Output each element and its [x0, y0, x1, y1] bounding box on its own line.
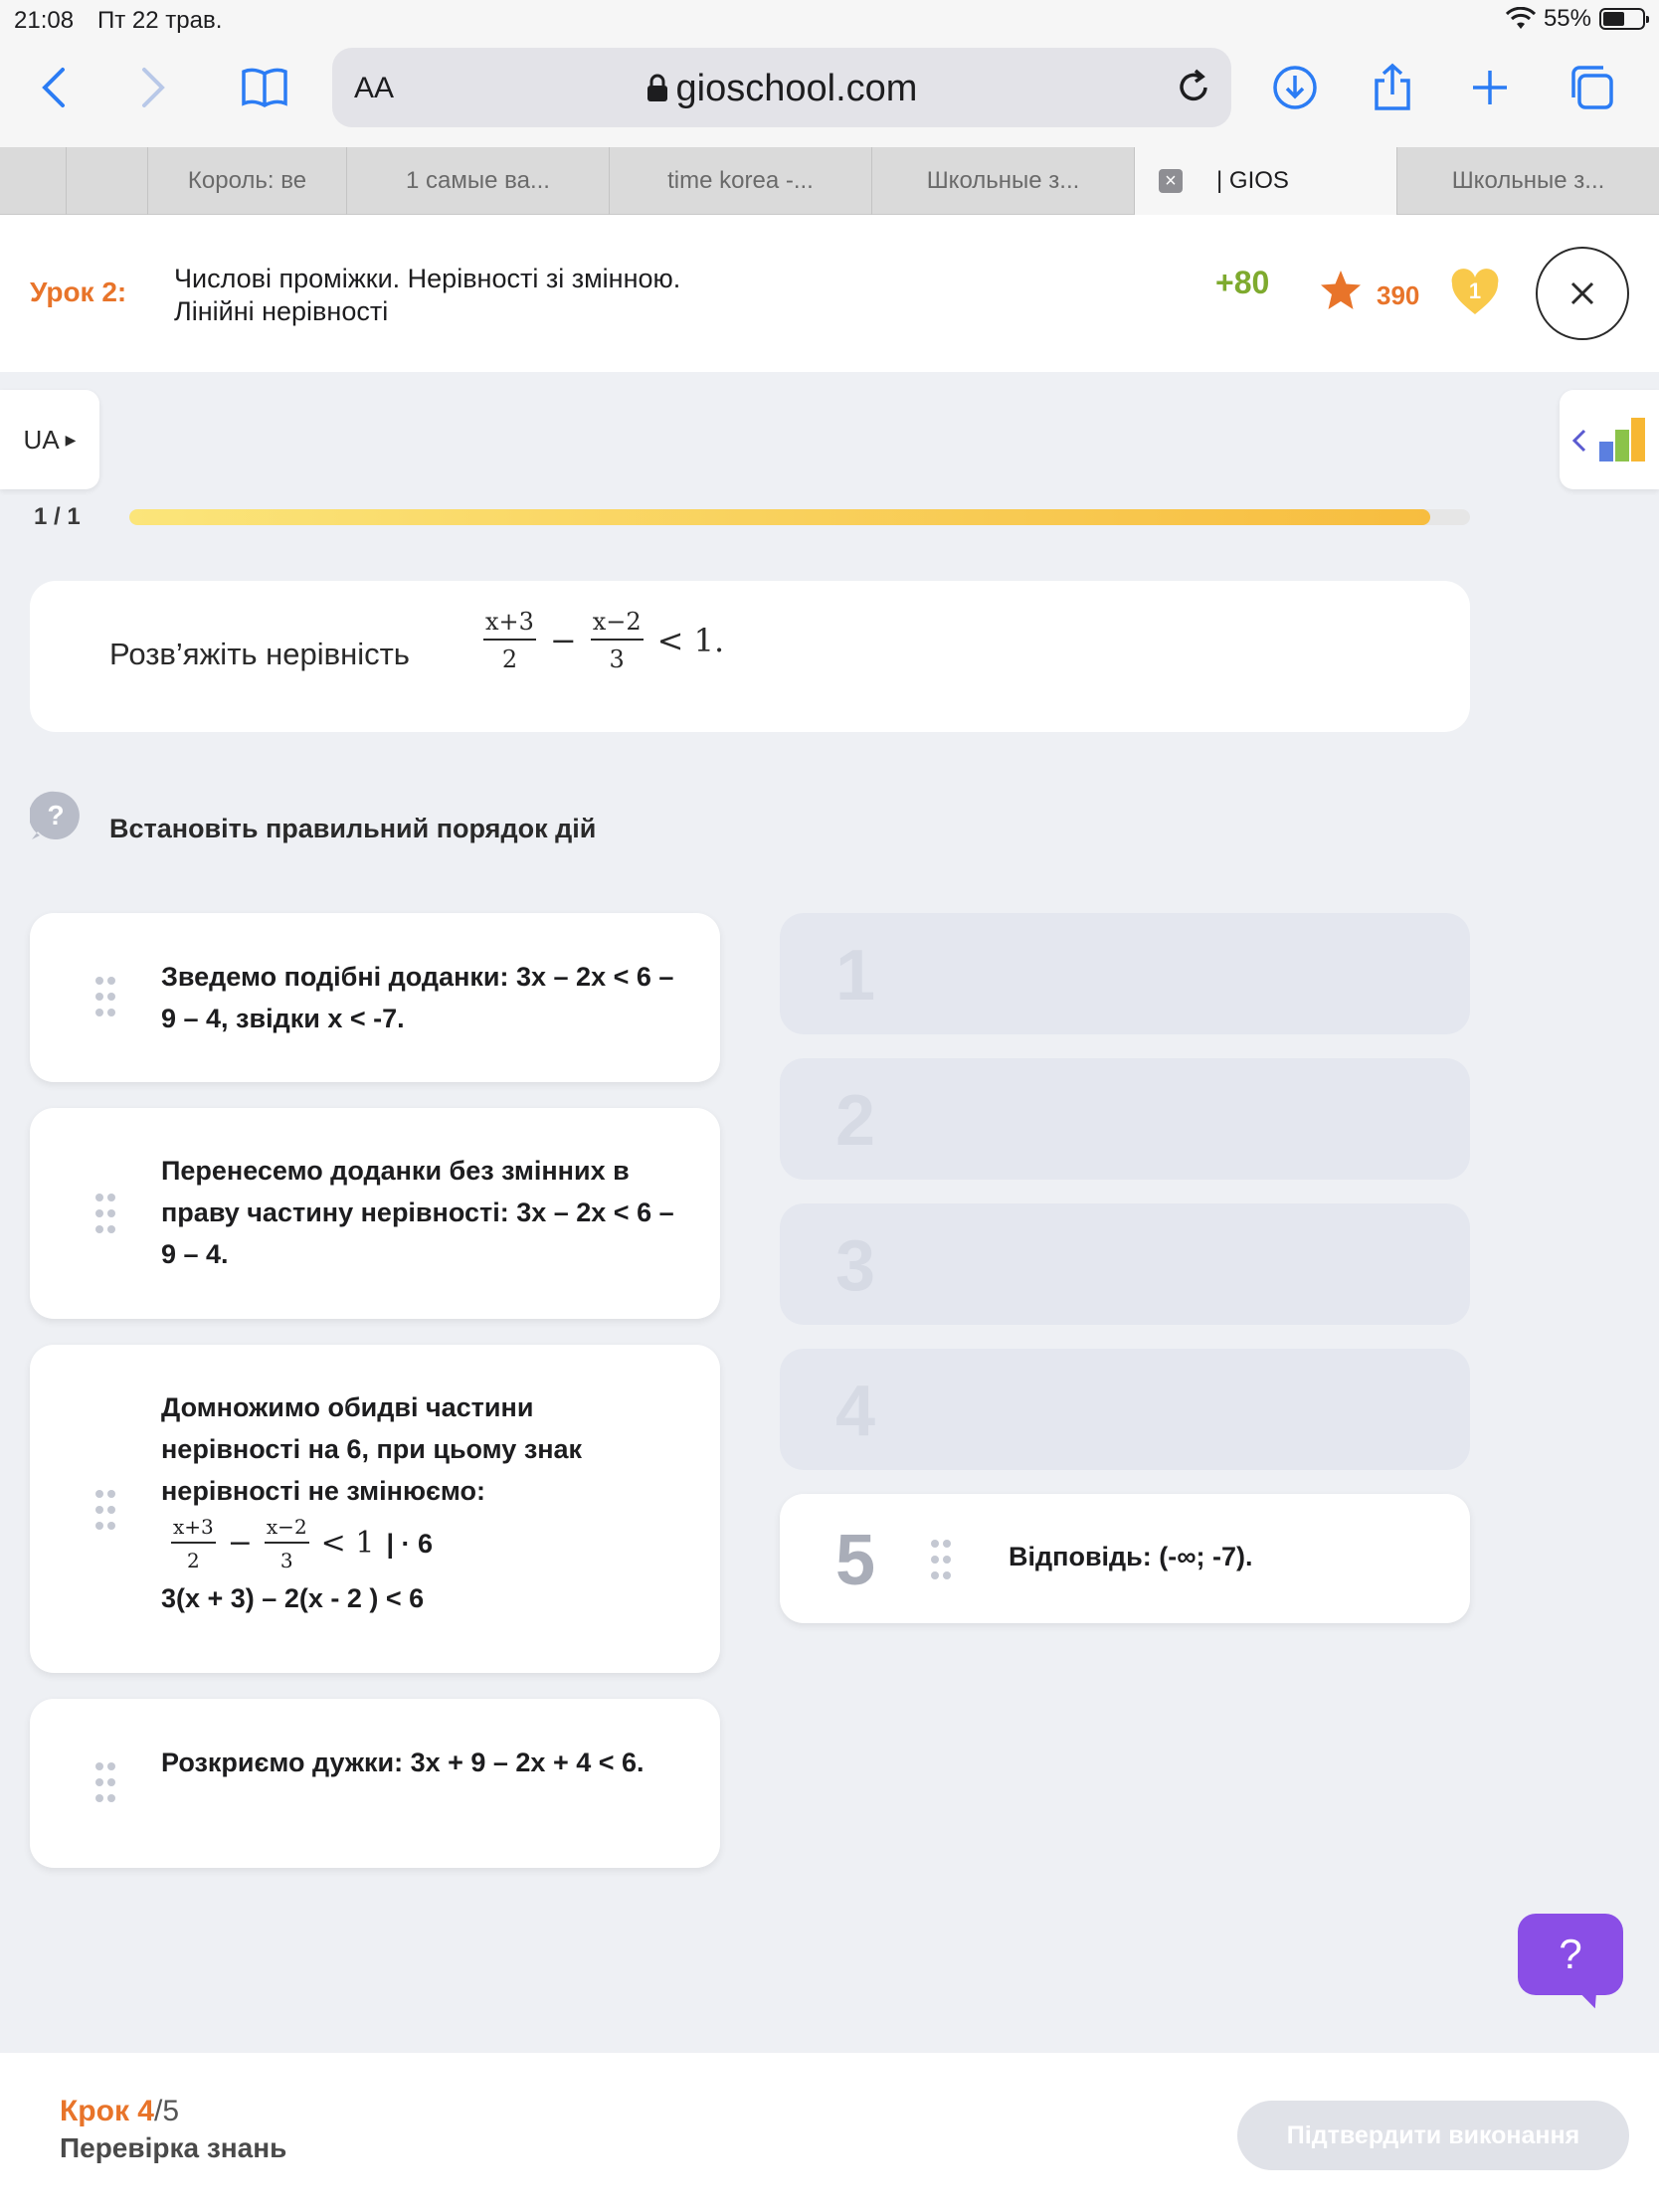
draggable-step-card[interactable]: [30, 1108, 720, 1319]
status-bar: [0, 0, 1659, 40]
drag-handle-icon[interactable]: [929, 1538, 953, 1581]
step-text: Перенесемо доданки без змінних в праву частину нерівності: 3х – 2х < 6 – 9 – 4.: [161, 1156, 674, 1269]
caret-right-icon: ▶: [65, 431, 77, 448]
tab-close-icon[interactable]: ×: [1159, 169, 1183, 193]
lesson-title: Числові проміжки. Нерівності зі змінною. Лінійні нерівності: [174, 264, 681, 326]
drag-handle-icon[interactable]: [93, 1192, 117, 1235]
progress-fill: [129, 509, 1430, 525]
battery-icon: [1599, 8, 1645, 30]
language-label: UA: [23, 424, 60, 455]
bookmarks-icon[interactable]: [235, 58, 294, 117]
tabs-overview-icon[interactable]: [1562, 58, 1621, 117]
bar-chart-icon: [1599, 418, 1649, 461]
footer: [0, 2053, 1659, 2212]
fraction: $\frac{x+3}{2}$: [173, 1515, 214, 1572]
help-chat-label: ?: [1559, 1931, 1582, 1977]
tab-item[interactable]: Школьные з...: [871, 147, 1134, 215]
slot-number: 1: [835, 936, 876, 1015]
hearts-count: 1: [1468, 278, 1482, 303]
slot-number: 4: [835, 1372, 876, 1451]
drag-handle-icon[interactable]: [93, 975, 117, 1018]
downloads-icon[interactable]: [1265, 58, 1325, 117]
drag-handle-icon[interactable]: [93, 1488, 117, 1532]
back-icon[interactable]: [24, 58, 84, 117]
new-tab-icon[interactable]: [1460, 58, 1520, 117]
step-name: Перевірка знань: [60, 2132, 287, 2163]
tab-item[interactable]: 1 самые ва...: [346, 147, 609, 215]
task-formula: $\frac{x+3}{2}$ − $\frac{x-2}{3}$ < 1.: [485, 608, 725, 674]
fraction: $\frac{x-2}{3}$: [266, 1515, 307, 1572]
reload-icon[interactable]: [1172, 66, 1215, 109]
step-formula: $\frac{x+3}{2}$ − $\frac{x-2}{3}$ < 1 | · 6: [173, 1515, 434, 1572]
wifi-icon: [1506, 7, 1536, 31]
progress-bar: [129, 509, 1470, 525]
drop-slot-2[interactable]: [780, 1058, 1470, 1180]
chevron-left-icon: [1571, 428, 1587, 454]
draggable-step-card[interactable]: [30, 1345, 720, 1673]
question-icon: [30, 790, 82, 841]
svg-text:?: ?: [47, 800, 65, 830]
lesson-header: [0, 215, 1659, 372]
fraction: $\frac{x-2}{3}$: [592, 608, 642, 674]
share-icon[interactable]: [1363, 58, 1422, 117]
drop-slot-3[interactable]: [780, 1203, 1470, 1325]
status-date: Пт 22 трав.: [97, 7, 223, 34]
slot-answer-text: Відповідь: (-∞; -7).: [1009, 1542, 1253, 1571]
address-bar[interactable]: [332, 48, 1231, 127]
lock-icon: [646, 73, 668, 102]
tab-blank[interactable]: [66, 147, 147, 215]
lesson-number: Урок 2:: [30, 276, 127, 307]
battery-percent: 55%: [1543, 5, 1591, 32]
step-text: Розкриємо дужки: 3х + 9 – 2х + 4 < 6.: [161, 1748, 645, 1777]
task-text: Розв’яжіть нерівність: [109, 637, 410, 671]
task-card: [30, 581, 1470, 732]
draggable-step-card[interactable]: [30, 913, 720, 1082]
step-content: [161, 1386, 678, 1619]
step-text: Зведемо подібні доданки: 3х – 2х < 6 – 9 – 4, звідки х < -7.: [161, 962, 674, 1033]
draggable-step-card[interactable]: [30, 1699, 720, 1868]
step-indicator: Крок 4/5: [60, 2095, 180, 2127]
stars-count: 390: [1377, 280, 1420, 310]
browser-toolbar: [0, 40, 1659, 147]
tab-item[interactable]: time korea -...: [609, 147, 871, 215]
slot-number: 3: [835, 1226, 876, 1306]
fraction: $\frac{x+3}{2}$: [485, 608, 534, 674]
drop-slot-4[interactable]: [780, 1349, 1470, 1470]
forward-icon[interactable]: [123, 58, 183, 117]
confirm-button[interactable]: Підтвердити виконання: [1237, 2101, 1629, 2170]
browser-tabs: [0, 147, 1659, 215]
tab-label: | GIOS: [1216, 167, 1289, 194]
points-badge: +80: [1215, 265, 1270, 300]
step-text: Домножимо обидві частини нерівності на 6, при цьому знак нерівності не змінюємо:: [161, 1392, 583, 1506]
language-switcher[interactable]: [0, 390, 99, 489]
close-lesson-button[interactable]: [1536, 247, 1629, 340]
status-right: [1506, 5, 1645, 33]
close-icon: [1569, 280, 1595, 306]
drop-slot-5[interactable]: [780, 1494, 1470, 1623]
star-icon: [1319, 269, 1363, 312]
tab-item[interactable]: Король: ве: [147, 147, 346, 215]
slot-number: 2: [835, 1081, 876, 1161]
stats-panel-toggle[interactable]: [1560, 390, 1659, 489]
instruction-text: Встановіть правильний порядок дій: [109, 814, 597, 843]
help-chat-button[interactable]: [1518, 1914, 1623, 1995]
reader-button[interactable]: AA: [354, 72, 395, 104]
slot-number: 5: [835, 1521, 876, 1600]
heart-icon: [1450, 269, 1500, 316]
url-text: gioschool.com: [675, 68, 918, 109]
progress-count: 1 / 1: [34, 503, 81, 530]
address-url: [332, 68, 1231, 110]
drag-handle-icon[interactable]: [93, 1760, 117, 1804]
step-text-line2: 3(x + 3) – 2(x - 2 ) < 6: [161, 1583, 425, 1613]
status-time: 21:08: [14, 7, 75, 34]
drop-slot-1[interactable]: [780, 913, 1470, 1034]
tab-active[interactable]: [1134, 147, 1396, 215]
tab-item[interactable]: Школьные з...: [1396, 147, 1659, 215]
